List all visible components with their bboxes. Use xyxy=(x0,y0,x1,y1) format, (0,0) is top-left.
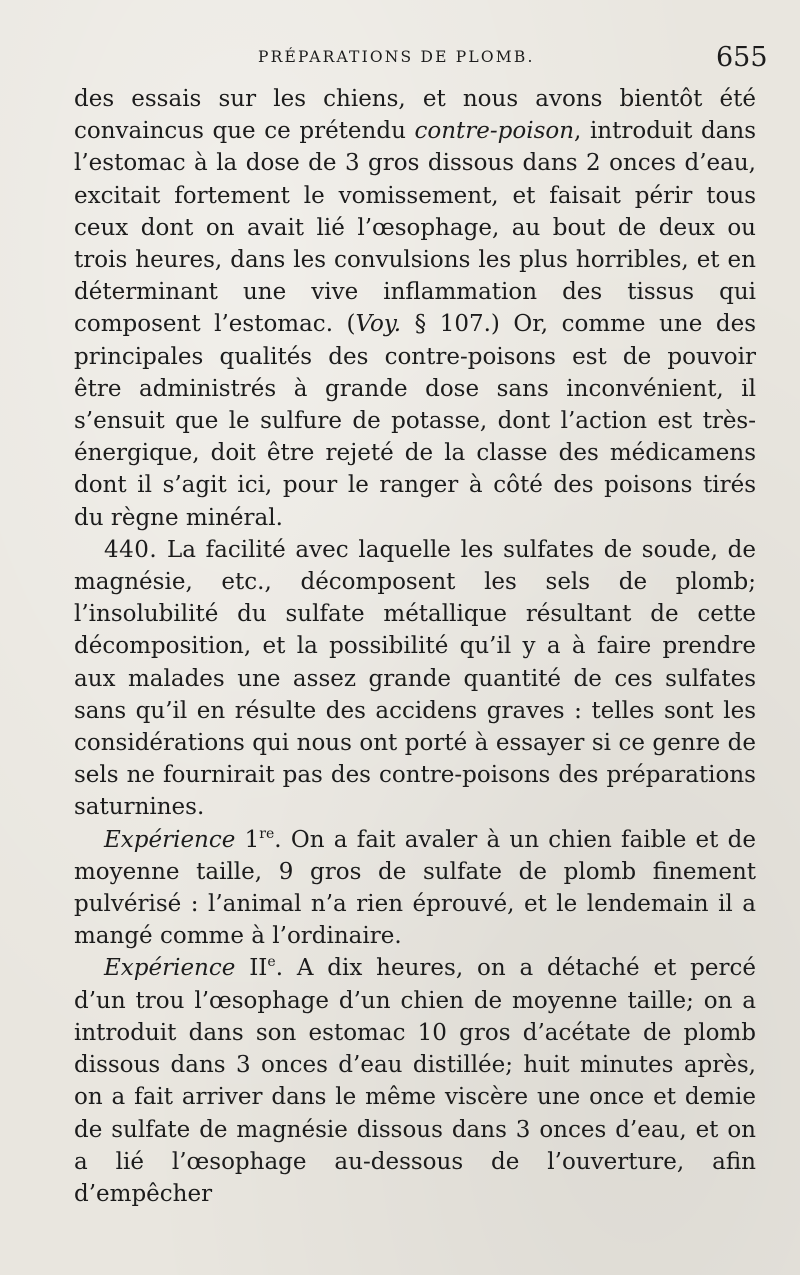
page-number: 655 xyxy=(716,42,768,73)
paragraph-440 xyxy=(74,534,756,824)
paragraph-text: § 107.) Or, comme une des principales qualités des contre-poisons est de pouvoir être administrés à grande dose sans inconvénient, il s’ensuit que le sulfure de potasse, dont l’action est très-énergique, doit être rejeté de la classe des médicamens dont il s’agit ici, pour le ranger à côté des poisons tirés du règne minéral. xyxy=(74,311,756,531)
paragraph-experience-1 xyxy=(74,824,756,953)
experience-ordinal: 1 xyxy=(244,826,260,853)
experience-ordinal-suffix: re xyxy=(259,825,275,842)
paragraph-text: , introduit dans l’estomac à la dose de 3 gros dissous dans 2 onces d’eau, excitait fortement le vomissement, et faisait périr tous ceux dont on avait lié l’œsophage, au bout de deux ou trois heures, dans les convulsions les plus horribles, et en déterminant une vive inflammation des tissus qui composent l’estomac. ( xyxy=(74,118,756,338)
experience-label: Expérience xyxy=(104,955,236,982)
paragraph-text: des essais sur les chiens, et nous avons bientôt été convaincus que ce prétendu xyxy=(74,86,756,145)
page-header xyxy=(0,42,800,82)
paragraph-experience-2 xyxy=(74,952,756,1210)
running-head: PRÉPARATIONS DE PLOMB. xyxy=(258,48,535,66)
italic-term: contre-poison xyxy=(414,118,575,145)
experience-ordinal: II xyxy=(249,955,268,982)
text-body xyxy=(74,83,756,1210)
paragraph-continuation xyxy=(74,83,756,534)
experience-ordinal-suffix: e xyxy=(267,954,276,971)
paragraph-text: La facilité avec laquelle les sulfates de soude, de magnésie, etc., décomposent les sels de plomb; l’insolubilité du sulfate métallique résultant de cette décomposition, et la possibilité qu’il y a à faire prendre aux malades une assez grande quantité de ces sulfates sans qu’il en résulte des accidens graves : telles sont les considérations qui nous ont porté à essayer si ce genre de sels ne fournirait pas des contre-poisons des préparations saturnines. xyxy=(74,536,756,821)
paragraph-text: . On a fait avaler à un chien faible et de moyenne taille, 9 gros de sulfate de plomb finement pulvérisé : l’animal n’a rien éprouvé, et le lendemain il a mangé comme à l’ordinaire. xyxy=(74,826,757,950)
italic-reference: Voy. xyxy=(355,311,402,338)
paragraph-text: . A dix heures, on a détaché et percé d’un trou l’œsophage d’un chien de moyenne taille; on a introduit dans son estomac 10 gros d’acétate de plomb dissous dans 3 onces d’eau distillée; huit minutes après, on a fait arriver dans le même viscère une once et demie de sulfate de magnésie dissous dans 3 onces d’eau, et on a lié l’œsophage au-dessous de l’ouverture, afin d’empêcher xyxy=(74,955,756,1207)
paragraph-number: 440. xyxy=(104,536,158,563)
experience-label: Expérience xyxy=(104,826,236,853)
